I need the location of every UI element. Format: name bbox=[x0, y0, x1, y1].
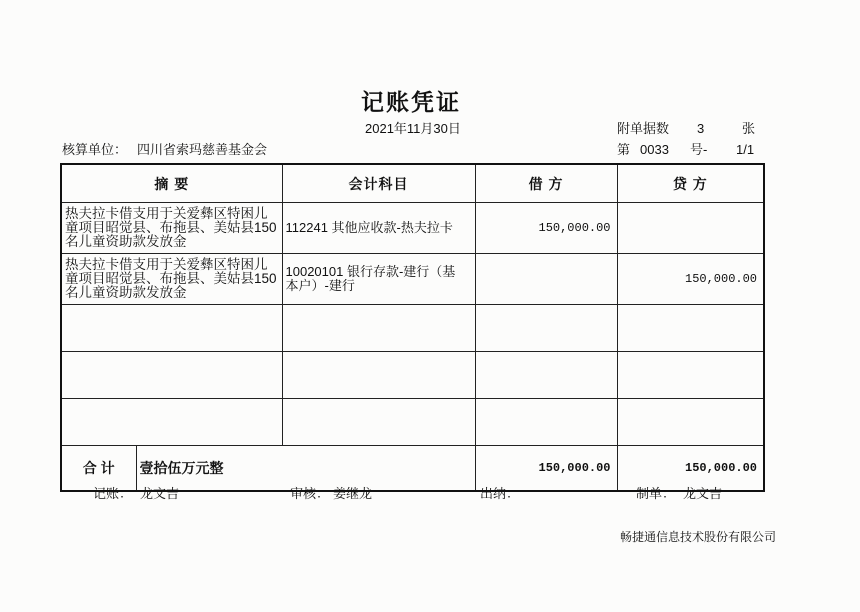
summary-line: 名儿童资助款发放金 bbox=[65, 234, 187, 249]
header-credit: 贷 方 bbox=[617, 164, 764, 203]
account-cell bbox=[282, 203, 475, 254]
account-cell bbox=[282, 254, 475, 305]
table-header-row bbox=[61, 164, 764, 203]
debit-cell bbox=[475, 352, 617, 399]
table-row-empty bbox=[61, 305, 764, 352]
total-row bbox=[61, 446, 764, 492]
summary-line: 名儿童资助款发放金 bbox=[65, 285, 187, 300]
reviewer-name: 姜继龙 bbox=[333, 486, 373, 501]
account-line: 本户）-建行 bbox=[285, 278, 355, 293]
credit-cell bbox=[617, 203, 764, 254]
table-row-empty bbox=[61, 399, 764, 446]
debit-cell bbox=[475, 305, 617, 352]
debit-cell bbox=[475, 254, 617, 305]
account-cell bbox=[282, 305, 475, 352]
summary-cell bbox=[61, 254, 282, 305]
credit-cell: 150,000.00 bbox=[617, 254, 764, 305]
accounting-unit-label: 核算单位： bbox=[62, 142, 128, 157]
header-summary: 摘 要 bbox=[61, 164, 282, 203]
summary-line: 热夫拉卡借支用于关爱彝区特困儿 bbox=[65, 206, 268, 221]
table-row bbox=[61, 254, 764, 305]
voucher-table bbox=[60, 163, 765, 492]
total-label: 合 计 bbox=[61, 446, 136, 492]
voucher-no-prefix: 第 bbox=[617, 142, 631, 157]
summary-line: 童项目昭觉县、布拖县、美姑县150 bbox=[65, 220, 277, 235]
voucher-page: 1/1 bbox=[736, 142, 755, 157]
voucher-no-number: 0033 bbox=[640, 142, 669, 157]
header-debit: 借 方 bbox=[475, 164, 617, 203]
attachments-unit: 张 bbox=[742, 121, 756, 136]
cashier-label: 出纳： bbox=[480, 486, 520, 501]
bookkeeper-label: 记账： bbox=[93, 486, 133, 501]
account-line: 112241 其他应收款-热夫拉卡 bbox=[285, 220, 453, 235]
summary-cell bbox=[61, 399, 282, 446]
debit-cell bbox=[475, 399, 617, 446]
credit-cell bbox=[617, 399, 764, 446]
credit-cell bbox=[617, 352, 764, 399]
summary-cell bbox=[61, 305, 282, 352]
total-debit: 150,000.00 bbox=[475, 446, 617, 492]
preparer-name: 龙文吉 bbox=[683, 486, 723, 501]
summary-cell bbox=[61, 203, 282, 254]
summary-line: 热夫拉卡借支用于关爱彝区特困儿 bbox=[65, 257, 268, 272]
total-amount-words: 壹拾伍万元整 bbox=[136, 446, 475, 492]
table-row bbox=[61, 203, 764, 254]
reviewer-label: 审核： bbox=[290, 486, 330, 501]
accounting-unit-name: 四川省索玛慈善基金会 bbox=[137, 142, 268, 157]
bookkeeper-name: 龙文吉 bbox=[140, 486, 180, 501]
attachments-label: 附单据数 bbox=[617, 121, 670, 136]
attachments-count: 3 bbox=[697, 121, 705, 136]
summary-line: 童项目昭觉县、布拖县、美姑县150 bbox=[65, 271, 277, 286]
voucher-date: 2021年11月30日 bbox=[365, 121, 461, 136]
total-credit: 150,000.00 bbox=[617, 446, 764, 492]
account-cell bbox=[282, 399, 475, 446]
table-row-empty bbox=[61, 352, 764, 399]
voucher-no-suffix: 号- bbox=[690, 142, 708, 157]
account-line: 10020101 银行存款-建行（基 bbox=[285, 264, 456, 279]
header-account: 会计科目 bbox=[282, 164, 475, 203]
account-cell bbox=[282, 352, 475, 399]
voucher-title: 记账凭证 bbox=[361, 89, 461, 115]
software-company: 畅捷通信息技术股份有限公司 bbox=[620, 530, 777, 544]
debit-cell: 150,000.00 bbox=[475, 203, 617, 254]
credit-cell bbox=[617, 305, 764, 352]
preparer-label: 制单： bbox=[636, 486, 676, 501]
summary-cell bbox=[61, 352, 282, 399]
